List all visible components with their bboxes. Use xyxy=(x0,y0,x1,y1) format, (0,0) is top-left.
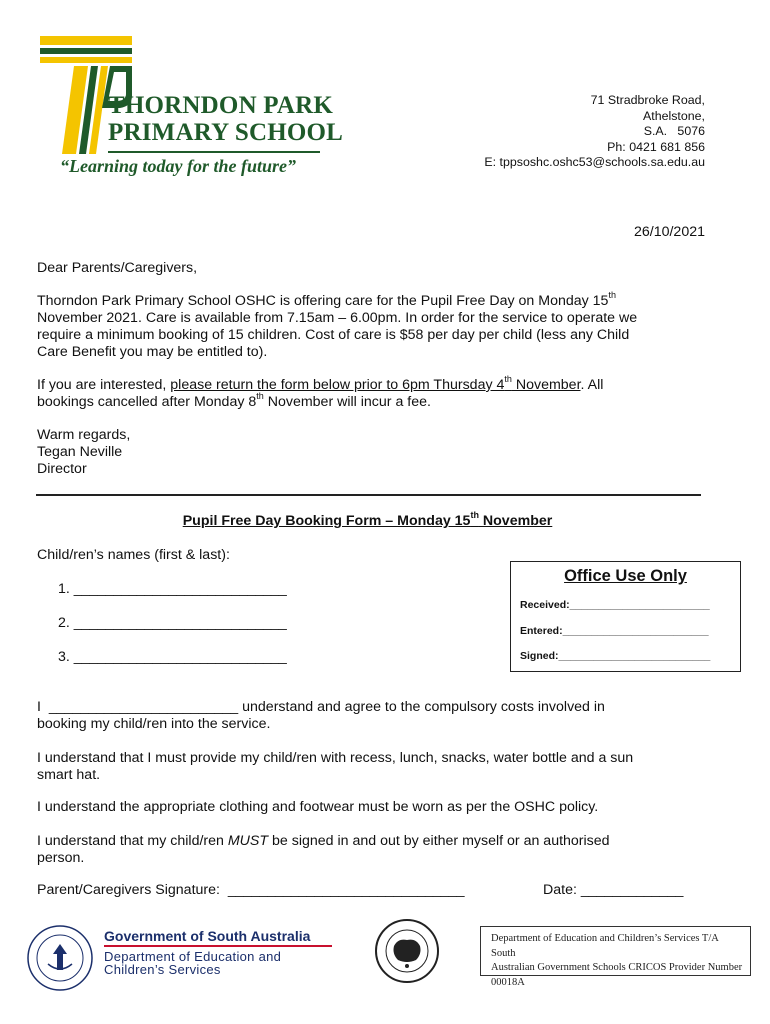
provide-line2: smart hat. xyxy=(37,767,101,783)
sign-in-out-line2: person. xyxy=(37,850,85,866)
cricos-line2: Australian Government Schools CRICOS Provider Number xyxy=(491,962,743,973)
cricos-line1: Department of Education and Children’s Services T/A South xyxy=(491,933,719,959)
school-name-line2: PRIMARY SCHOOL xyxy=(108,119,344,146)
signoff-block xyxy=(37,427,707,478)
dept-line2: Children’s Services xyxy=(104,962,221,977)
logo-underline xyxy=(108,151,320,153)
logo-bar-yellow-2 xyxy=(40,57,132,63)
logo-bar-yellow xyxy=(40,36,132,45)
offer-line4: Care Benefit you may be entitled to). xyxy=(37,344,268,360)
school-name-line1: THORNDON PARK xyxy=(108,92,334,119)
cricos-notice xyxy=(480,926,751,988)
accredited-school-badge-icon xyxy=(374,918,440,984)
dept-line1: Department of Education and xyxy=(104,949,282,964)
office-entered-field: Entered:_________________________ xyxy=(520,625,709,637)
school-address xyxy=(484,93,705,171)
return-line1: If you are interested, please return the form below prior to 6pm Thursday 4th November. All xyxy=(37,374,604,393)
agreement-line2: booking my child/ren into the service. xyxy=(37,716,271,732)
child-name-field-1[interactable]: 1. ___________________________ xyxy=(58,581,287,597)
gov-title: Government of South Australia xyxy=(104,928,311,944)
date-field[interactable]: Date: _____________ xyxy=(543,882,684,898)
address-phone: Ph: 0421 681 856 xyxy=(607,139,705,154)
paragraph-offer xyxy=(37,290,707,361)
sign-in-out-line1: I understand that my child/ren MUST be signed in and out by either myself or an authorised xyxy=(37,833,610,849)
signature-field[interactable]: Parent/Caregivers Signature: ______________________________ xyxy=(37,882,465,898)
signoff: Warm regards, xyxy=(37,427,131,443)
office-use-title: Office Use Only xyxy=(564,567,687,585)
offer-line3: require a minimum booking of 15 children. Cost of care is $58 per day per child (less any Child xyxy=(37,327,630,343)
provide-line1: I understand that I must provide my child/ren with recess, lunch, snacks, water bottle and a sun xyxy=(37,750,634,766)
agreement-line1[interactable]: I ________________________ understand and agree to the compulsory costs involved in xyxy=(37,699,605,715)
address-suburb: Athelstone, xyxy=(643,108,705,123)
paragraph-return-form xyxy=(37,374,707,411)
office-signed-field: Signed:__________________________ xyxy=(520,650,711,662)
child-name-field-3[interactable]: 3. ___________________________ xyxy=(58,649,287,665)
form-title: Pupil Free Day Booking Form – Monday 15th November xyxy=(182,510,553,529)
address-street: 71 Stradbroke Road, xyxy=(590,93,705,107)
address-email: E: tppsoshc.oshc53@schools.sa.edu.au xyxy=(484,155,705,169)
office-received-field: Received:________________________ xyxy=(520,599,710,611)
offer-line2: November 2021. Care is available from 7.15am – 6.00pm. In order for the service to operate we xyxy=(37,310,638,326)
return-line2: bookings cancelled after Monday 8th November will incur a fee. xyxy=(37,391,431,410)
child-name-field-2[interactable]: 2. ___________________________ xyxy=(58,615,287,631)
logo-bar-green xyxy=(40,48,132,54)
offer-line1: Thorndon Park Primary School OSHC is offering care for the Pupil Free Day on Monday 15th xyxy=(37,290,616,309)
children-label: Child/ren’s names (first & last): xyxy=(37,547,230,563)
gov-red-rule xyxy=(104,945,332,947)
signer-role: Director xyxy=(37,461,87,477)
letter-date: 26/10/2021 xyxy=(633,224,705,240)
cut-divider xyxy=(36,494,701,496)
salutation: Dear Parents/Caregivers, xyxy=(37,260,198,276)
school-tagline: “Learning today for the future” xyxy=(60,156,297,176)
south-australia-crest-icon xyxy=(26,924,94,992)
cricos-line3: 00018A xyxy=(491,976,525,988)
clothing-statement: I understand the appropriate clothing and footwear must be worn as per the OSHC policy. xyxy=(37,799,599,815)
address-state: S.A. 5076 xyxy=(643,124,705,138)
provide-paragraph xyxy=(37,750,707,784)
agreement-paragraph xyxy=(37,699,707,733)
sign-in-out-paragraph xyxy=(37,833,707,867)
signer-name: Tegan Neville xyxy=(37,444,123,460)
office-use-box xyxy=(510,561,741,672)
